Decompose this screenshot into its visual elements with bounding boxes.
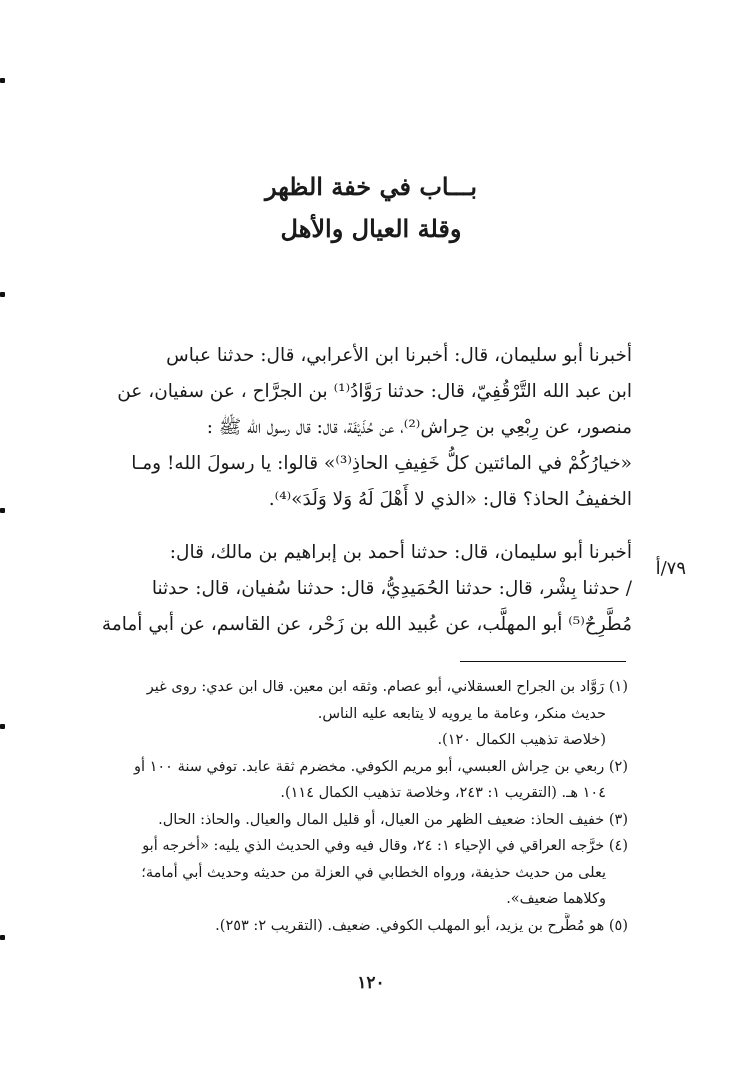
paragraph [72, 535, 632, 643]
text-line: الخفيفُ الحاذ؟ قال: «الذي لا أَهْلَ لَهُ وَلا وَلَدَ»⁽⁴⁾. [268, 489, 632, 510]
text-line: مُطَّرِحٌ⁽⁵⁾ أبو المهلَّب، عن عُبيد الله بن زَحْر، عن القاسم، عن أبي أمامة [101, 614, 632, 635]
footnote [72, 913, 628, 940]
footnote-separator [460, 661, 626, 662]
footnote-line: ١٠٤ هـ. (التقريب ١: ٢٤٣، وخلاصة تذهيب الكمال ١١٤). [280, 785, 606, 801]
footnote-line: (٢) ربعي بن حِراش العبسي، أبو مريم الكوفي. مخضرم ثقة عابد. توفي سنة ١٠٠ أو [133, 758, 628, 775]
footnote [72, 807, 628, 834]
footnote-line: (١) رَوَّاد بن الجراح العسقلاني، أبو عصام. وثقه ابن معين. قال ابن عدي: روى غير [146, 679, 628, 695]
text-line: أخبرنا أبو سليمان، قال: حدثنا أحمد بن إبراهيم بن مالك، قال: [169, 542, 632, 563]
chapter-title-line-2: وقلة العيال والأهل [280, 214, 462, 243]
footnote-line: حديث منكر، وعامة ما يرويه لا يتابعه عليه الناس. [317, 705, 606, 722]
footnote-line: يعلى من حديث حذيفة، ورواه الخطابي في العزلة من حديثه وحديث أبي أمامة؛ [141, 864, 606, 881]
footnote [72, 674, 628, 754]
edge-mark [0, 292, 5, 297]
text-line: / حدثنا بِشْر، قال: حدثنا الحُمَيدِيُّ، قال: حدثنا سُفيان، قال: حدثنا [151, 578, 632, 599]
footnote-line: (٥) هو مُطَّرح بن يزيد، أبو المهلب الكوفي. ضعيف. (التقريب ٢: ٢٥٣). [215, 917, 628, 934]
text-line: ابن عبد الله التَّرْقُفِيّ، قال: حدثنا رَوَّادُ⁽¹⁾ بن الجرَّاح ، عن سفيان، عن [117, 381, 632, 402]
chapter-title-line-1: بـــاب في خفة الظهر [264, 172, 478, 201]
footnote [72, 754, 628, 807]
footnote-line: (٤) خرَّجه العراقي في الإحياء ١: ٢٤، وقال فيه وفي الحديث الذي يليه: «أخرجه أبو [142, 838, 628, 854]
page-number: ١٢٠ [357, 973, 385, 993]
edge-mark [0, 78, 5, 83]
footnotes [72, 674, 628, 939]
footnote [72, 833, 628, 913]
edge-mark [0, 724, 5, 729]
footnote-line: وكلاهما ضعيف». [506, 891, 606, 907]
text-line: «خيارُكُمْ في المائتين كلُّ خَفِيفِ الحاذِ⁽³⁾» قالوا: يا رسولَ الله! ومـا [131, 453, 632, 474]
footnote-line: (خلاصة تذهيب الكمال ١٢٠). [437, 732, 606, 748]
edge-mark [0, 935, 5, 940]
manuscript-folio-note: ٧٩/أ [655, 558, 686, 579]
footnote-line: (٣) خفيف الحاذ: ضعيف الظهر من العيال، أو قليل المال والعيال. والحاذ: الحال. [158, 811, 628, 828]
edge-mark [0, 508, 5, 513]
text-line: أخبرنا أبو سليمان، قال: أخبرنا ابن الأعرابي، قال: حدثنا عباس [166, 345, 632, 366]
paragraph [72, 338, 632, 518]
body-text [72, 338, 632, 643]
text-line: منصور، عن رِبْعِي بن حِراش⁽²⁾، عن حُذَيْفَة، قال: قال رسول الله ﷺ : [206, 417, 632, 438]
